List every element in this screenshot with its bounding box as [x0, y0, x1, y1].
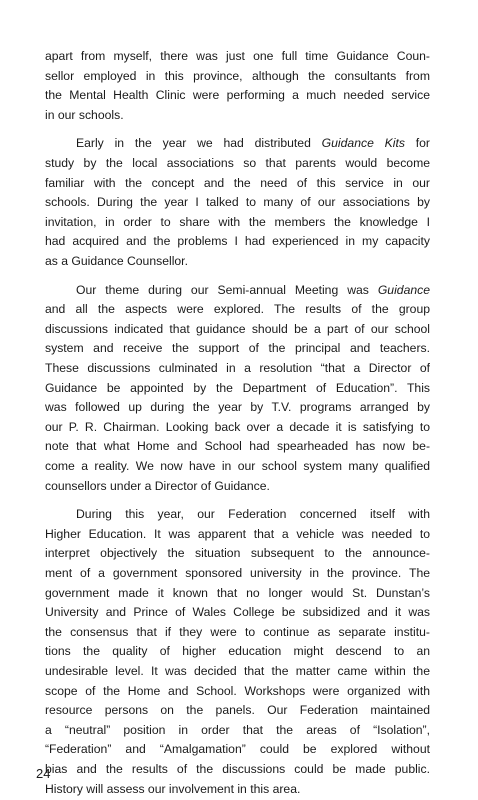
text-line: had acquired and the problems I had experienced in my capacity — [45, 234, 430, 248]
text-line: discussions indicated that guidance should be a part of our school — [45, 322, 430, 336]
text-line: ment of a government sponsored university in the province. The — [45, 566, 430, 580]
text-line: Higher Education. It was apparent that a vehicle was needed to — [45, 527, 430, 541]
text-line: These discussions culminated in a resolution “that a Director of — [45, 361, 430, 375]
text-line: as a Guidance Counsellor. — [45, 254, 188, 268]
text-line: scope of the Home and School. Workshops were organized with — [45, 684, 430, 698]
text-line: a “neutral” position in order that the areas of “Isolation”, — [45, 723, 430, 737]
text-line: “Federation” and “Amalgamation” could be explored without — [45, 742, 430, 756]
text-line: bias and the results of the discussions could be made public. — [45, 762, 430, 776]
text-line: study by the local associations so that parents would become — [45, 156, 430, 170]
text-line: History will assess our involvement in this area. — [45, 782, 301, 796]
text-line: Early in the year we had distributed Guidance Kits for — [76, 136, 430, 150]
text-line: government made it known that no longer would St. Dunstan’s — [45, 586, 430, 600]
text-line: tions the quality of higher education might descend to an — [45, 644, 430, 658]
text-line: resource persons on the panels. Our Federation maintained — [45, 703, 430, 717]
text-line: schools. During the year I talked to many of our associations by — [45, 195, 430, 209]
text-line: system and receive the support of the principal and teachers. — [45, 341, 430, 355]
text-line: the consensus that if they were to continue as separate institu- — [45, 625, 430, 639]
text-line: in our schools. — [45, 108, 124, 122]
text-line: note that what Home and School had spearheaded has now be- — [45, 439, 430, 453]
text-line: our P. R. Chairman. Looking back over a decade it is satisfying to — [45, 420, 430, 434]
text-line: was followed up during the year by T.V. programs arranged by — [45, 400, 430, 414]
text-line: apart from myself, there was just one full time Guidance Coun- — [45, 49, 430, 63]
text-line: familiar with the concept and the need of this service in our — [45, 176, 430, 190]
text-line: Guidance be appointed by the Department of Education”. This — [45, 381, 430, 395]
text-line: and all the aspects were explored. The results of the group — [45, 302, 430, 316]
text-line: counsellors under a Director of Guidance. — [45, 479, 270, 493]
text-line: undesirable level. It was decided that the matter came within the — [45, 664, 430, 678]
text-line: invitation, in order to share with the members the knowledge I — [45, 215, 430, 229]
text-line: Our theme during our Semi-annual Meeting was Guidance — [76, 283, 430, 297]
text-line: During this year, our Federation concerned itself with — [76, 507, 430, 521]
text-line: come a reality. We now have in our school system many qualified — [45, 459, 430, 473]
text-line: the Mental Health Clinic were performing a much needed service — [45, 88, 430, 102]
page-number: 24 — [36, 766, 51, 781]
text-line: interpret objectively the situation subsequent to the announce- — [45, 546, 430, 560]
text-line: University and Prince of Wales College be subsidized and it was — [45, 605, 430, 619]
text-line: sellor employed in this province, although the consultants from — [45, 69, 430, 83]
